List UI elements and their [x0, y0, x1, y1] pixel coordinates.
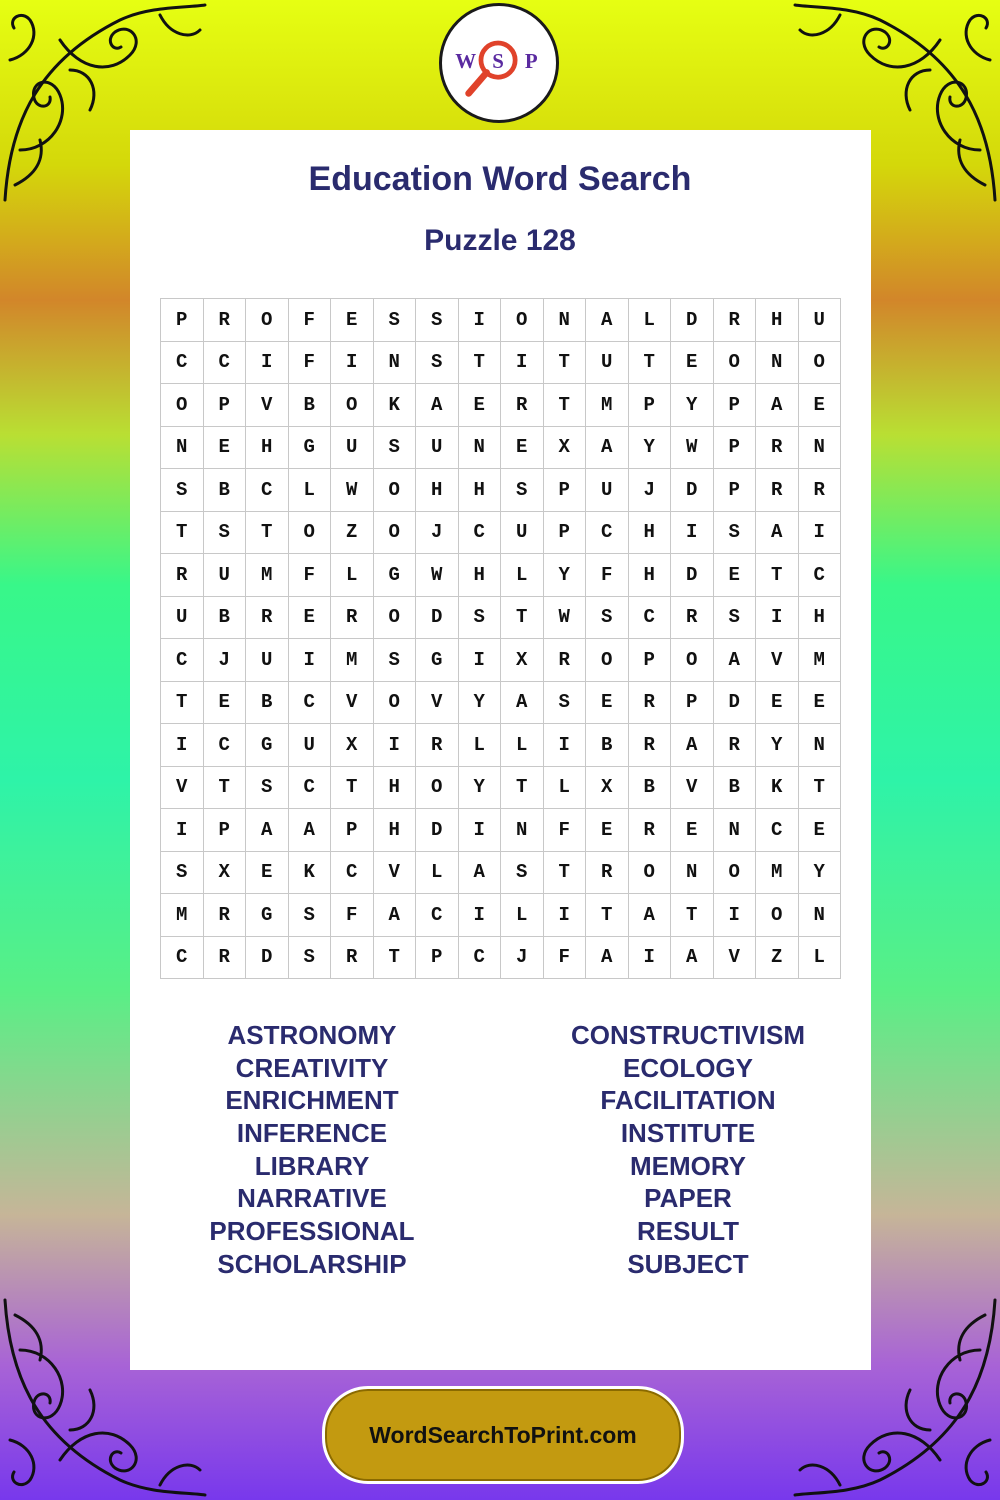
- grid-cell[interactable]: E: [586, 809, 629, 852]
- grid-cell[interactable]: O: [501, 299, 544, 342]
- grid-cell[interactable]: S: [714, 597, 757, 640]
- word-list-item: NARRATIVE: [237, 1183, 387, 1214]
- grid-cell[interactable]: Y: [671, 384, 714, 427]
- grid-cell[interactable]: F: [289, 342, 332, 385]
- site-link-label: WordSearchToPrint.com: [369, 1421, 637, 1448]
- grid-cell[interactable]: T: [629, 342, 672, 385]
- grid-cell[interactable]: C: [756, 809, 799, 852]
- grid-cell[interactable]: H: [416, 469, 459, 512]
- grid-cell[interactable]: T: [161, 512, 204, 555]
- grid-cell[interactable]: W: [331, 469, 374, 512]
- grid-cell[interactable]: I: [629, 937, 672, 980]
- grid-cell[interactable]: V: [671, 767, 714, 810]
- grid-cell[interactable]: A: [586, 299, 629, 342]
- grid-cell[interactable]: O: [799, 342, 842, 385]
- grid-cell[interactable]: B: [204, 597, 247, 640]
- grid-cell[interactable]: P: [416, 937, 459, 980]
- word-list-item: CREATIVITY: [235, 1052, 389, 1083]
- grid-cell[interactable]: O: [671, 639, 714, 682]
- grid-cell[interactable]: L: [501, 894, 544, 937]
- grid-cell[interactable]: S: [501, 852, 544, 895]
- grid-cell[interactable]: R: [204, 299, 247, 342]
- grid-cell[interactable]: O: [756, 894, 799, 937]
- grid-cell[interactable]: A: [586, 937, 629, 980]
- grid-cell[interactable]: B: [586, 724, 629, 767]
- grid-cell[interactable]: U: [416, 427, 459, 470]
- grid-cell[interactable]: U: [331, 427, 374, 470]
- grid-cell[interactable]: S: [416, 342, 459, 385]
- grid-cell[interactable]: D: [671, 469, 714, 512]
- grid-cell[interactable]: E: [204, 682, 247, 725]
- grid-cell[interactable]: T: [204, 767, 247, 810]
- grid-cell[interactable]: O: [416, 767, 459, 810]
- grid-cell[interactable]: A: [374, 894, 417, 937]
- word-list-item: ECOLOGY: [622, 1052, 753, 1083]
- grid-cell[interactable]: S: [544, 682, 587, 725]
- grid-cell[interactable]: O: [714, 342, 757, 385]
- word-list-item: MEMORY: [629, 1150, 747, 1181]
- word-list-item: SCHOLARSHIP: [217, 1248, 407, 1279]
- grid-cell[interactable]: K: [289, 852, 332, 895]
- grid-cell[interactable]: O: [374, 512, 417, 555]
- grid-cell[interactable]: D: [246, 937, 289, 980]
- grid-cell[interactable]: L: [459, 724, 502, 767]
- grid-cell[interactable]: S: [416, 299, 459, 342]
- grid-cell[interactable]: M: [246, 554, 289, 597]
- grid-cell[interactable]: O: [629, 852, 672, 895]
- grid-cell[interactable]: R: [799, 469, 842, 512]
- grid-cell[interactable]: R: [501, 384, 544, 427]
- grid-cell[interactable]: R: [204, 937, 247, 980]
- grid-cell[interactable]: T: [246, 512, 289, 555]
- grid-cell[interactable]: H: [629, 554, 672, 597]
- grid-cell[interactable]: E: [671, 809, 714, 852]
- grid-cell[interactable]: G: [374, 554, 417, 597]
- wsp-logo: [439, 3, 559, 123]
- page-title: Education Word Search: [308, 160, 692, 198]
- grid-cell[interactable]: A: [756, 384, 799, 427]
- grid-cell[interactable]: R: [544, 639, 587, 682]
- word-list-item: RESULT: [636, 1216, 740, 1247]
- grid-cell[interactable]: D: [416, 597, 459, 640]
- grid-cell[interactable]: L: [331, 554, 374, 597]
- grid-cell[interactable]: T: [544, 384, 587, 427]
- grid-cell[interactable]: S: [374, 639, 417, 682]
- grid-cell[interactable]: F: [544, 937, 587, 980]
- grid-cell[interactable]: S: [204, 512, 247, 555]
- grid-cell[interactable]: S: [374, 427, 417, 470]
- grid-cell[interactable]: E: [501, 427, 544, 470]
- grid-cell[interactable]: F: [289, 554, 332, 597]
- grid-cell[interactable]: R: [161, 554, 204, 597]
- grid-cell[interactable]: T: [374, 937, 417, 980]
- grid-cell[interactable]: U: [586, 342, 629, 385]
- grid-cell[interactable]: C: [289, 682, 332, 725]
- grid-cell[interactable]: G: [289, 427, 332, 470]
- grid-cell[interactable]: F: [289, 299, 332, 342]
- grid-cell[interactable]: D: [671, 554, 714, 597]
- grid-cell[interactable]: R: [204, 894, 247, 937]
- grid-cell[interactable]: P: [204, 384, 247, 427]
- grid-cell[interactable]: J: [416, 512, 459, 555]
- grid-cell[interactable]: N: [544, 299, 587, 342]
- grid-cell[interactable]: R: [246, 597, 289, 640]
- grid-cell[interactable]: B: [246, 682, 289, 725]
- word-list-item: PROFESSIONAL: [209, 1216, 415, 1247]
- grid-cell[interactable]: T: [331, 767, 374, 810]
- grid-cell[interactable]: X: [501, 639, 544, 682]
- grid-cell[interactable]: B: [204, 469, 247, 512]
- grid-cell[interactable]: P: [629, 639, 672, 682]
- grid-cell[interactable]: C: [459, 512, 502, 555]
- grid-cell[interactable]: C: [161, 639, 204, 682]
- grid-cell[interactable]: J: [629, 469, 672, 512]
- grid-cell[interactable]: W: [544, 597, 587, 640]
- word-list-item: ASTRONOMY: [227, 1020, 397, 1050]
- word-list-item: PAPER: [644, 1183, 732, 1214]
- grid-cell[interactable]: C: [416, 894, 459, 937]
- grid-cell[interactable]: A: [714, 639, 757, 682]
- grid-cell[interactable]: S: [374, 299, 417, 342]
- grid-cell[interactable]: O: [246, 299, 289, 342]
- grid-cell[interactable]: P: [714, 469, 757, 512]
- puzzle-number: Puzzle 128: [424, 224, 576, 257]
- grid-cell[interactable]: D: [671, 299, 714, 342]
- grid-cell[interactable]: T: [544, 852, 587, 895]
- grid-cell[interactable]: R: [629, 724, 672, 767]
- grid-cell[interactable]: P: [331, 809, 374, 852]
- grid-cell[interactable]: A: [501, 682, 544, 725]
- grid-cell[interactable]: S: [501, 469, 544, 512]
- grid-cell[interactable]: U: [204, 554, 247, 597]
- logo-letter-p: P: [524, 48, 538, 73]
- grid-cell[interactable]: T: [671, 894, 714, 937]
- grid-cell[interactable]: T: [756, 554, 799, 597]
- grid-cell[interactable]: Y: [459, 682, 502, 725]
- grid-cell[interactable]: G: [246, 894, 289, 937]
- grid-cell[interactable]: N: [671, 852, 714, 895]
- word-list-item: INFERENCE: [236, 1118, 388, 1149]
- grid-cell[interactable]: L: [289, 469, 332, 512]
- grid-cell[interactable]: K: [756, 767, 799, 810]
- site-link-button[interactable]: [322, 1386, 684, 1484]
- grid-cell[interactable]: B: [714, 767, 757, 810]
- letter-grid: [160, 298, 841, 979]
- grid-cell[interactable]: S: [289, 937, 332, 980]
- grid-cell[interactable]: C: [799, 554, 842, 597]
- grid-cell[interactable]: V: [374, 852, 417, 895]
- grid-cell[interactable]: S: [289, 894, 332, 937]
- grid-cell[interactable]: R: [756, 427, 799, 470]
- grid-cell[interactable]: E: [459, 384, 502, 427]
- grid-cell[interactable]: O: [374, 682, 417, 725]
- grid-cell[interactable]: A: [586, 427, 629, 470]
- grid-cell[interactable]: P: [161, 299, 204, 342]
- grid-cell[interactable]: S: [161, 852, 204, 895]
- grid-cell[interactable]: A: [756, 512, 799, 555]
- grid-cell[interactable]: V: [416, 682, 459, 725]
- grid-cell[interactable]: L: [416, 852, 459, 895]
- grid-cell[interactable]: C: [204, 724, 247, 767]
- grid-cell[interactable]: F: [586, 554, 629, 597]
- grid-cell[interactable]: V: [756, 639, 799, 682]
- grid-cell[interactable]: I: [714, 894, 757, 937]
- grid-cell[interactable]: I: [289, 639, 332, 682]
- grid-cell[interactable]: O: [161, 384, 204, 427]
- grid-cell[interactable]: V: [331, 682, 374, 725]
- grid-cell[interactable]: U: [586, 469, 629, 512]
- grid-cell[interactable]: P: [204, 809, 247, 852]
- grid-cell[interactable]: N: [161, 427, 204, 470]
- grid-cell[interactable]: S: [246, 767, 289, 810]
- grid-cell[interactable]: U: [161, 597, 204, 640]
- word-list-right: [538, 1019, 838, 1281]
- grid-cell[interactable]: X: [331, 724, 374, 767]
- grid-cell[interactable]: E: [799, 384, 842, 427]
- grid-cell[interactable]: X: [204, 852, 247, 895]
- grid-cell[interactable]: I: [459, 299, 502, 342]
- grid-cell[interactable]: D: [714, 682, 757, 725]
- grid-cell[interactable]: N: [501, 809, 544, 852]
- grid-cell[interactable]: O: [714, 852, 757, 895]
- grid-cell[interactable]: M: [161, 894, 204, 937]
- word-list-left: [162, 1019, 462, 1281]
- grid-cell[interactable]: A: [416, 384, 459, 427]
- grid-cell[interactable]: P: [544, 469, 587, 512]
- grid-cell[interactable]: A: [246, 809, 289, 852]
- grid-cell[interactable]: E: [246, 852, 289, 895]
- grid-cell[interactable]: J: [204, 639, 247, 682]
- grid-cell[interactable]: N: [756, 342, 799, 385]
- grid-cell[interactable]: U: [289, 724, 332, 767]
- logo-letter-w: W: [455, 48, 477, 73]
- grid-cell[interactable]: V: [161, 767, 204, 810]
- grid-cell[interactable]: C: [204, 342, 247, 385]
- word-list-item: LIBRARY: [254, 1150, 370, 1181]
- grid-cell[interactable]: F: [331, 894, 374, 937]
- grid-cell[interactable]: T: [501, 597, 544, 640]
- grid-cell[interactable]: H: [374, 767, 417, 810]
- grid-cell[interactable]: A: [289, 809, 332, 852]
- grid-cell[interactable]: I: [246, 342, 289, 385]
- grid-cell[interactable]: R: [586, 852, 629, 895]
- grid-cell[interactable]: E: [586, 682, 629, 725]
- grid-cell[interactable]: C: [459, 937, 502, 980]
- grid-cell[interactable]: R: [331, 597, 374, 640]
- grid-cell[interactable]: S: [161, 469, 204, 512]
- grid-cell[interactable]: O: [289, 512, 332, 555]
- grid-cell[interactable]: H: [246, 427, 289, 470]
- grid-cell[interactable]: R: [629, 682, 672, 725]
- grid-cell[interactable]: H: [799, 597, 842, 640]
- grid-cell[interactable]: F: [544, 809, 587, 852]
- grid-cell[interactable]: O: [374, 469, 417, 512]
- grid-cell[interactable]: H: [374, 809, 417, 852]
- grid-cell[interactable]: R: [714, 724, 757, 767]
- grid-cell[interactable]: Y: [756, 724, 799, 767]
- grid-cell[interactable]: Z: [331, 512, 374, 555]
- grid-cell[interactable]: H: [756, 299, 799, 342]
- grid-cell[interactable]: P: [714, 384, 757, 427]
- grid-cell[interactable]: H: [459, 554, 502, 597]
- grid-cell[interactable]: T: [501, 767, 544, 810]
- grid-cell[interactable]: R: [756, 469, 799, 512]
- grid-cell[interactable]: S: [459, 597, 502, 640]
- grid-cell[interactable]: I: [544, 724, 587, 767]
- grid-cell[interactable]: I: [501, 342, 544, 385]
- grid-cell[interactable]: E: [714, 554, 757, 597]
- grid-cell[interactable]: R: [714, 299, 757, 342]
- grid-cell[interactable]: C: [161, 342, 204, 385]
- grid-cell[interactable]: I: [799, 512, 842, 555]
- grid-cell[interactable]: H: [459, 469, 502, 512]
- grid-cell[interactable]: M: [756, 852, 799, 895]
- grid-cell[interactable]: I: [544, 894, 587, 937]
- grid-cell[interactable]: G: [416, 639, 459, 682]
- grid-cell[interactable]: M: [331, 639, 374, 682]
- grid-cell[interactable]: X: [544, 427, 587, 470]
- grid-cell[interactable]: Y: [459, 767, 502, 810]
- grid-cell[interactable]: L: [501, 554, 544, 597]
- grid-cell[interactable]: E: [756, 682, 799, 725]
- grid-cell[interactable]: I: [374, 724, 417, 767]
- grid-cell[interactable]: V: [714, 937, 757, 980]
- grid-cell[interactable]: B: [289, 384, 332, 427]
- grid-cell[interactable]: U: [799, 299, 842, 342]
- grid-cell[interactable]: T: [799, 767, 842, 810]
- grid-cell[interactable]: G: [246, 724, 289, 767]
- grid-cell[interactable]: T: [459, 342, 502, 385]
- grid-cell[interactable]: E: [799, 682, 842, 725]
- grid-cell[interactable]: E: [204, 427, 247, 470]
- grid-cell[interactable]: R: [671, 597, 714, 640]
- grid-cell[interactable]: P: [629, 384, 672, 427]
- grid-cell[interactable]: N: [714, 809, 757, 852]
- grid-cell[interactable]: E: [671, 342, 714, 385]
- grid-cell[interactable]: P: [714, 427, 757, 470]
- grid-cell[interactable]: D: [416, 809, 459, 852]
- grid-cell[interactable]: N: [799, 894, 842, 937]
- grid-cell[interactable]: I: [459, 894, 502, 937]
- grid-cell[interactable]: R: [331, 937, 374, 980]
- grid-cell[interactable]: A: [629, 894, 672, 937]
- grid-cell[interactable]: I: [459, 639, 502, 682]
- grid-cell[interactable]: U: [246, 639, 289, 682]
- grid-cell[interactable]: A: [671, 937, 714, 980]
- word-list-item: CONSTRUCTIVISM: [571, 1020, 805, 1050]
- grid-cell[interactable]: S: [714, 512, 757, 555]
- grid-cell[interactable]: P: [544, 512, 587, 555]
- grid-cell[interactable]: L: [629, 299, 672, 342]
- grid-cell[interactable]: I: [331, 342, 374, 385]
- grid-cell[interactable]: E: [799, 809, 842, 852]
- grid-cell[interactable]: C: [246, 469, 289, 512]
- grid-cell[interactable]: O: [374, 597, 417, 640]
- grid-cell[interactable]: L: [544, 767, 587, 810]
- grid-cell[interactable]: C: [161, 937, 204, 980]
- grid-cell[interactable]: T: [586, 894, 629, 937]
- grid-cell[interactable]: N: [799, 427, 842, 470]
- grid-cell[interactable]: R: [416, 724, 459, 767]
- grid-cell[interactable]: E: [289, 597, 332, 640]
- grid-cell[interactable]: L: [501, 724, 544, 767]
- grid-cell[interactable]: N: [799, 724, 842, 767]
- grid-cell[interactable]: S: [586, 597, 629, 640]
- grid-cell[interactable]: I: [671, 512, 714, 555]
- grid-cell[interactable]: T: [544, 342, 587, 385]
- word-list-item: ENRICHMENT: [225, 1085, 399, 1116]
- grid-cell[interactable]: M: [799, 639, 842, 682]
- grid-cell[interactable]: N: [459, 427, 502, 470]
- grid-cell[interactable]: C: [629, 597, 672, 640]
- grid-cell[interactable]: W: [416, 554, 459, 597]
- grid-cell[interactable]: Z: [756, 937, 799, 980]
- grid-cell[interactable]: N: [374, 342, 417, 385]
- grid-cell[interactable]: O: [586, 639, 629, 682]
- grid-cell[interactable]: C: [289, 767, 332, 810]
- grid-cell[interactable]: B: [629, 767, 672, 810]
- grid-cell[interactable]: I: [756, 597, 799, 640]
- grid-cell[interactable]: H: [629, 512, 672, 555]
- grid-cell[interactable]: A: [671, 724, 714, 767]
- grid-cell[interactable]: I: [161, 809, 204, 852]
- grid-cell[interactable]: U: [501, 512, 544, 555]
- grid-cell[interactable]: T: [161, 682, 204, 725]
- grid-cell[interactable]: X: [586, 767, 629, 810]
- grid-cell[interactable]: J: [501, 937, 544, 980]
- grid-cell[interactable]: C: [586, 512, 629, 555]
- grid-cell[interactable]: O: [331, 384, 374, 427]
- grid-cell[interactable]: C: [331, 852, 374, 895]
- grid-cell[interactable]: P: [671, 682, 714, 725]
- grid-cell[interactable]: M: [586, 384, 629, 427]
- word-list-item: SUBJECT: [627, 1248, 749, 1279]
- grid-cell[interactable]: I: [161, 724, 204, 767]
- grid-cell[interactable]: W: [671, 427, 714, 470]
- word-list-item: INSTITUTE: [620, 1118, 756, 1149]
- grid-cell[interactable]: Y: [544, 554, 587, 597]
- grid-cell[interactable]: K: [374, 384, 417, 427]
- grid-cell[interactable]: E: [331, 299, 374, 342]
- grid-cell[interactable]: V: [246, 384, 289, 427]
- grid-cell[interactable]: I: [459, 809, 502, 852]
- grid-cell[interactable]: Y: [799, 852, 842, 895]
- grid-cell[interactable]: Y: [629, 427, 672, 470]
- grid-cell[interactable]: L: [799, 937, 842, 980]
- word-list-item: FACILITATION: [600, 1085, 776, 1116]
- grid-cell[interactable]: R: [629, 809, 672, 852]
- logo-letter-s: S: [492, 48, 504, 73]
- grid-cell[interactable]: A: [459, 852, 502, 895]
